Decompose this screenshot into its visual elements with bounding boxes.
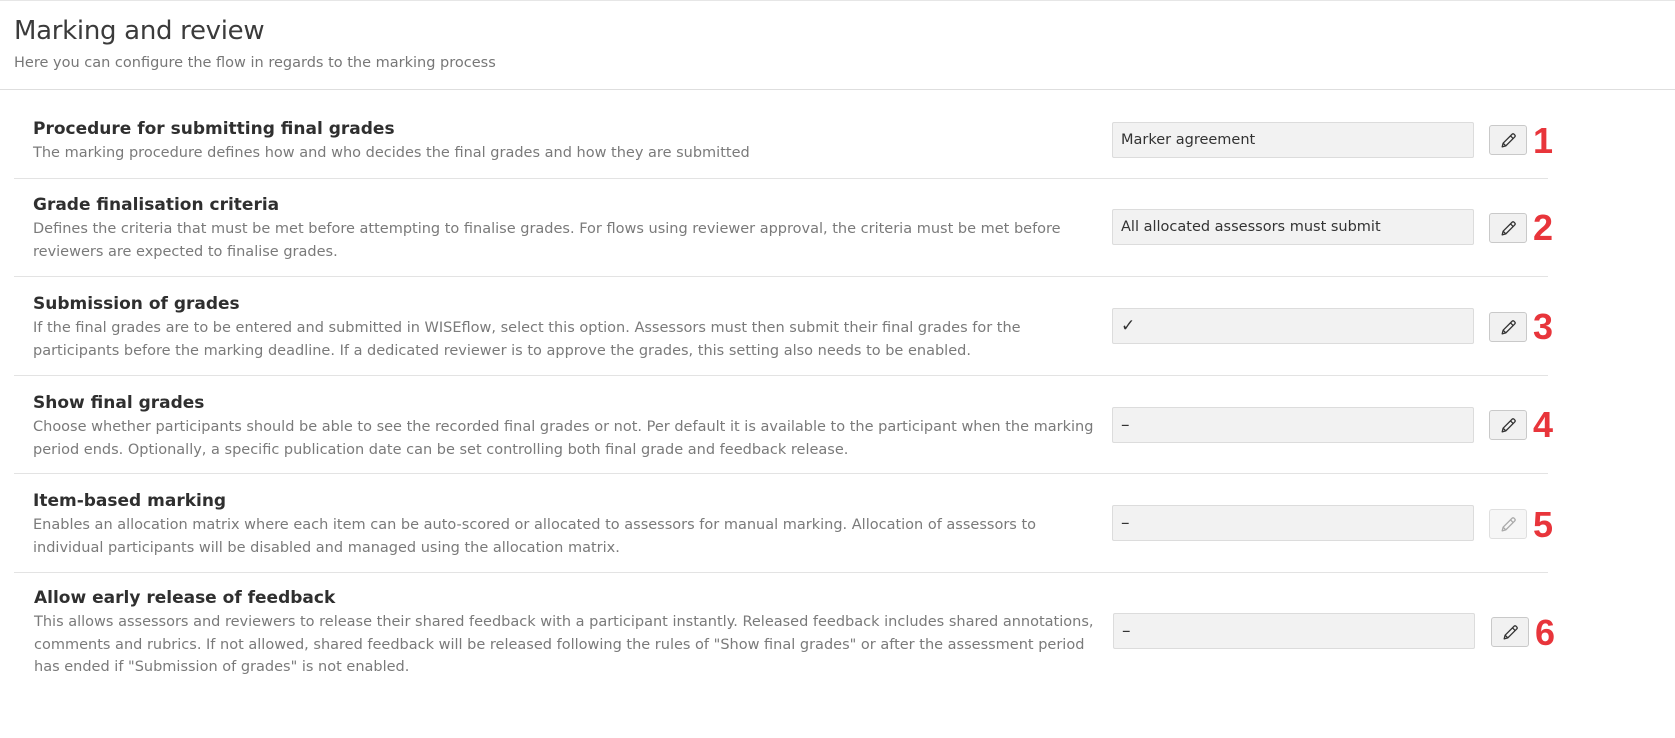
edit-button[interactable] [1489, 410, 1527, 440]
setting-title: Item-based marking [33, 491, 227, 511]
page-title: Marking and review [14, 16, 265, 46]
row-divider [14, 473, 1548, 474]
annotation-number: 3 [1533, 306, 1554, 347]
edit-button[interactable] [1489, 125, 1527, 155]
row-divider [14, 572, 1548, 573]
pencil-icon [1501, 623, 1520, 642]
row-divider [14, 276, 1548, 277]
top-border [0, 0, 1675, 1]
setting-description: Enables an allocation matrix where each item can be auto-scored or allocated to assessors for manual marking. Allocation of assessors to individual participants will be disabled and managed using the allocation matrix. [33, 517, 1036, 556]
annotation-number: 1 [1533, 120, 1554, 161]
annotation-number: 4 [1533, 404, 1554, 445]
setting-description: Defines the criteria that must be met before attempting to finalise grades. For flows using reviewer approval, the criteria must be met before reviewers are expected to finalise grades. [33, 221, 1061, 260]
setting-value: – [1113, 613, 1475, 649]
edit-button[interactable] [1489, 213, 1527, 243]
setting-title: Show final grades [33, 393, 205, 413]
page-subtitle: Here you can configure the flow in regards to the marking process [14, 55, 496, 71]
annotation-number: 6 [1535, 612, 1556, 653]
setting-title: Grade finalisation criteria [33, 195, 280, 215]
setting-value: – [1112, 505, 1474, 541]
pencil-icon [1499, 416, 1518, 435]
setting-title: Allow early release of feedback [34, 588, 336, 608]
setting-value: ✓ [1112, 308, 1474, 344]
pencil-icon [1499, 131, 1518, 150]
row-divider [14, 375, 1548, 376]
setting-title: Procedure for submitting final grades [33, 119, 395, 139]
setting-description: If the final grades are to be entered and submitted in WISEflow, select this option. Assessors must then submit their final grades for the participants before the marking deadline. If a dedicated reviewer is to approve the grades, this setting also needs to be enabled. [33, 320, 1021, 359]
annotation-number: 5 [1533, 504, 1554, 545]
setting-description: This allows assessors and reviewers to release their shared feedback with a participant instantly. Released feedback includes shared annotations, comments and rubrics. If not allowed, shared feedback will be released following the rules of "Show final grades" or after the assessment period has ended if "Submission of grades" is not enabled. [34, 614, 1094, 675]
setting-description: The marking procedure defines how and who decides the final grades and how they are submitted [33, 145, 750, 161]
edit-button-disabled[interactable] [1489, 509, 1527, 539]
header-divider [0, 89, 1675, 90]
pencil-icon [1499, 318, 1518, 337]
edit-button[interactable] [1491, 617, 1529, 647]
setting-title: Submission of grades [33, 294, 240, 314]
pencil-icon [1499, 515, 1518, 534]
setting-value: Marker agreement [1112, 122, 1474, 158]
row-divider [14, 178, 1548, 179]
annotation-number: 2 [1533, 207, 1554, 248]
pencil-icon [1499, 219, 1518, 238]
setting-description: Choose whether participants should be able to see the recorded final grades or not. Per default it is available to the participant when the marking period ends. Optionally, a specific publication date can be set controlling both final grade and feedback release. [33, 419, 1094, 458]
setting-value: All allocated assessors must submit [1112, 209, 1474, 245]
setting-value: – [1112, 407, 1474, 443]
edit-button[interactable] [1489, 312, 1527, 342]
